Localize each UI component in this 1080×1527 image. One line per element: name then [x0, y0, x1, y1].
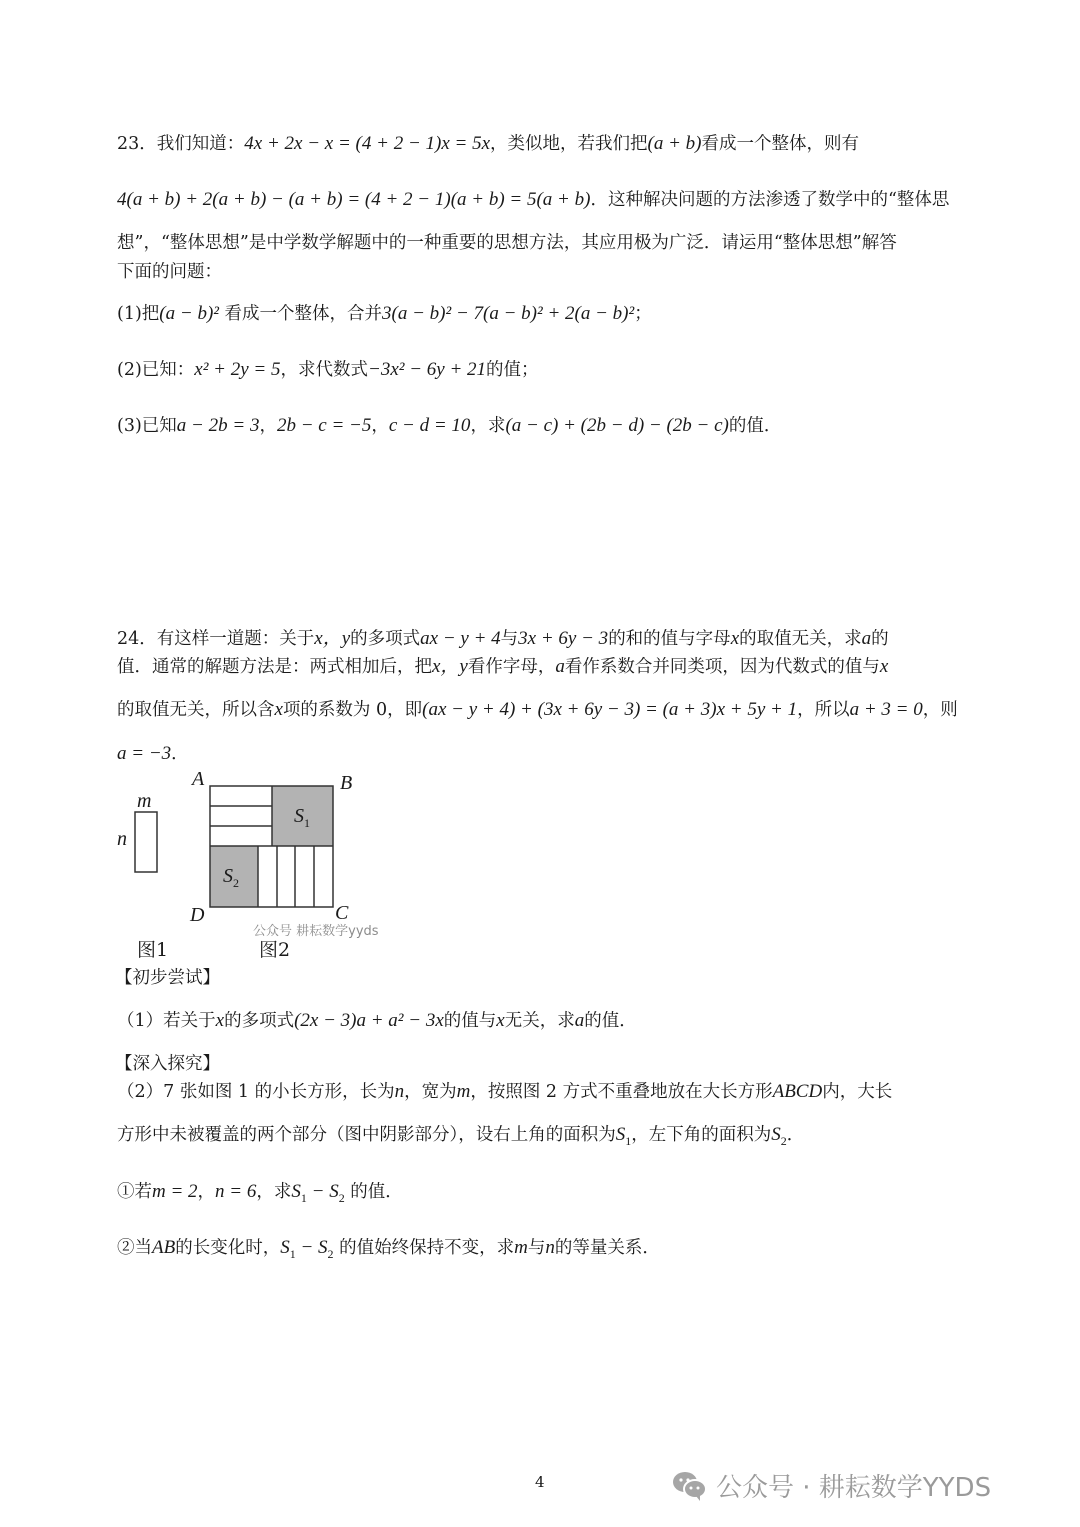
text: ②当 — [117, 1238, 152, 1258]
q23-text: ，类似地，若我们把 — [490, 134, 648, 154]
math: 3(a − b)² − 7(a − b)² + 2(a − b)² — [382, 303, 635, 324]
math: (ax − y + 4) + (3x + 6y − 3) = (a + 3)x + 5y + 1 — [422, 699, 798, 720]
math: a — [555, 656, 565, 677]
q24-case1 — [117, 1180, 403, 1210]
math: x — [215, 1010, 225, 1031]
text: 内，大长 — [822, 1082, 893, 1102]
text: ，所以 — [797, 700, 850, 720]
math: ABCD — [772, 1081, 823, 1102]
text: ，左下角的面积为 — [631, 1125, 772, 1145]
text: ， — [197, 1182, 216, 1202]
math: m = 2 — [152, 1181, 198, 1202]
part-label: (2)已知： — [117, 360, 195, 380]
text: 的值． — [344, 1182, 403, 1202]
math: a − 2b = 3 — [176, 415, 260, 436]
math: x — [879, 656, 889, 677]
math: x — [274, 699, 283, 720]
text: 的值． — [584, 1011, 637, 1031]
text: 的和的值与字母 — [608, 629, 731, 649]
label-s2: $S_2$ — [223, 865, 239, 890]
math: ax − y + 4 — [420, 628, 501, 649]
text: ， — [371, 416, 389, 436]
text: 项的系数为 0，即 — [282, 700, 423, 720]
text: 与 — [527, 1238, 546, 1258]
q24-sub2-line2 — [117, 1123, 804, 1153]
text: 的等量关系． — [554, 1238, 660, 1258]
text: 的取值无关，所以含 — [117, 700, 275, 720]
text: 的 — [871, 629, 889, 649]
fig2-caption: 图2 — [259, 939, 291, 961]
text: 与 — [500, 629, 519, 649]
q23-line3: 想”，“整体思想”是中学数学解题中的一种重要的思想方法，其应用极为广泛．请运用“整体思想”解答 — [117, 233, 897, 253]
text: 看作字母， — [467, 657, 556, 677]
math: a — [861, 628, 872, 649]
footer-watermark-text: 公众号 · 耕耘数学YYDS — [716, 1473, 992, 1503]
text: 无关，求 — [504, 1011, 575, 1031]
text: 的取值无关，求 — [739, 629, 862, 649]
text: 的值与 — [443, 1011, 497, 1031]
math: n — [394, 1081, 405, 1102]
math: (a − b)² — [159, 303, 219, 324]
text: 的多项式 — [350, 629, 421, 649]
q24-sub2-line1 — [117, 1080, 892, 1104]
math: 2b − c = −5 — [276, 415, 372, 436]
text: 的多项式 — [224, 1011, 295, 1031]
math: n = 6 — [215, 1181, 257, 1202]
text: ， — [259, 416, 277, 436]
math: (a − c) + (2b − d) − (2b − c) — [505, 415, 729, 436]
text: 值．通常的解题方法是：两式相加后，把 — [117, 657, 432, 677]
q23-math-1: 4x + 2x − x = — [244, 133, 356, 154]
text: 的长变化时， — [175, 1238, 281, 1258]
math: a — [574, 1010, 585, 1031]
part-label: (3)已知 — [117, 416, 177, 436]
label-n: n — [117, 828, 127, 850]
text: （2）7 张如图 1 的小长方形，长为 — [117, 1082, 395, 1102]
label-d: D — [190, 904, 205, 926]
text: 24．有这样一道题：关于 — [117, 629, 315, 649]
text: ，则 — [922, 700, 958, 720]
footer-watermark — [672, 1467, 991, 1504]
text: 看作系数合并同类项，因为代数式的值与 — [564, 657, 880, 677]
math: −3x² − 6y + 21 — [368, 359, 487, 380]
q23-text: ．这种解决问题的方法渗透了数学中的“整体思 — [590, 190, 950, 210]
text: 的值． — [728, 416, 782, 436]
text: ，求 — [256, 1182, 292, 1202]
math: a = −3 — [117, 743, 172, 764]
fig1-caption: 图1 — [137, 939, 169, 961]
text: 的值始终保持不变，求 — [333, 1238, 515, 1258]
math: $S_2$ — [771, 1124, 787, 1148]
q23-math-4: 4(a + b) + 2(a + b) − (a + b) = (4 + 2 − 1)(a + b) = 5(a + b) — [117, 189, 591, 210]
label-c: C — [335, 902, 349, 924]
label-a: A — [192, 768, 205, 790]
text: 看成一个整体，合并 — [218, 304, 383, 324]
math: a + 3 = 0 — [849, 699, 923, 720]
text: 方形中未被覆盖的两个部分（图中阴影部分），设右上角的面积为 — [117, 1125, 616, 1145]
math: m — [456, 1081, 471, 1102]
part-label: (1)把 — [117, 304, 160, 324]
q23-intro: 23．我们知道： — [117, 134, 245, 154]
label-b: B — [340, 772, 353, 794]
q23-math-3: (a + b) — [647, 133, 702, 154]
math: x — [730, 628, 740, 649]
q23-line4: 下面的问题： — [117, 262, 222, 282]
math: (2x − 3)a + a² − 3x — [294, 1010, 444, 1031]
figure-watermark: 公众号 耕耘数学yyds — [253, 924, 379, 939]
math: c − d = 10 — [388, 415, 471, 436]
math: m — [514, 1237, 528, 1258]
math: x — [496, 1010, 505, 1031]
math: x，y — [314, 628, 351, 649]
text: ； — [634, 304, 652, 324]
q24-case2 — [117, 1236, 660, 1266]
q23-math-2: (4 + 2 − 1)x = 5x — [355, 133, 491, 154]
label-m: m — [137, 790, 152, 812]
math: $S_1 - S_2$ — [291, 1181, 345, 1205]
math: $S_1$ — [615, 1124, 632, 1148]
math: x，y — [432, 656, 468, 677]
text: ①若 — [117, 1182, 152, 1202]
wechat-icon — [672, 1471, 708, 1501]
text: ，求 — [470, 416, 506, 436]
text: ，宽为 — [404, 1082, 457, 1102]
math: n — [545, 1237, 555, 1258]
text: ． — [171, 744, 189, 764]
fig1-small-rectangle — [135, 812, 157, 872]
text: （1）若关于 — [117, 1011, 216, 1031]
text: ，求代数式 — [280, 360, 369, 380]
label-s1: $S_1$ — [294, 805, 310, 830]
text: 的值； — [486, 360, 539, 380]
math: x² + 2y = 5 — [194, 359, 281, 380]
q23-text: 看成一个整体，则有 — [701, 134, 860, 154]
math: AB — [152, 1237, 176, 1258]
text: ，按照图 2 方式不重叠地放在大长方形 — [470, 1082, 773, 1102]
math: 3x + 6y − 3 — [518, 628, 609, 649]
q24-sub1 — [117, 1009, 637, 1033]
section-title-deep: 【深入探究】 — [115, 1054, 220, 1074]
text: ． — [786, 1125, 805, 1145]
page-number: 4 — [535, 1473, 545, 1491]
section-title-initial: 【初步尝试】 — [115, 968, 220, 988]
math: $S_1 - S_2$ — [280, 1237, 334, 1261]
